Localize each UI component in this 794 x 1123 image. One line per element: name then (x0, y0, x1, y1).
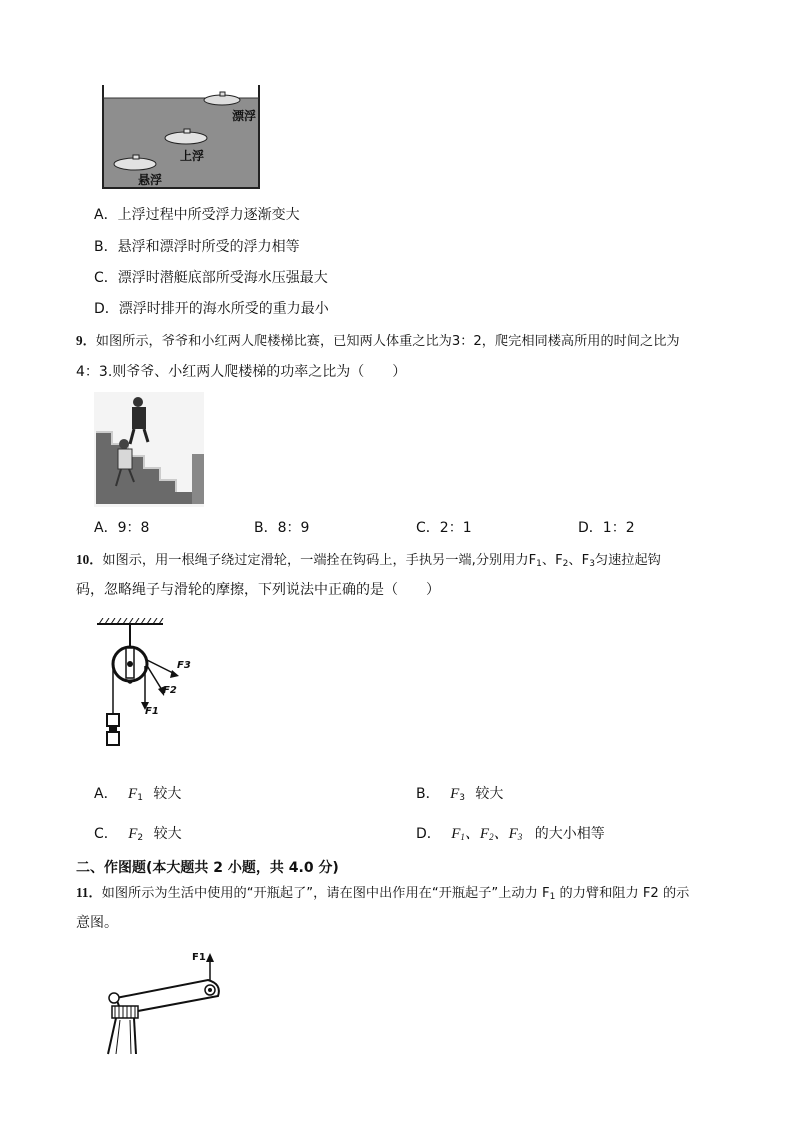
question-text: 、F (541, 553, 563, 568)
subscript: 3 (459, 793, 465, 803)
option-letter: C． (416, 520, 440, 536)
label-float: 漂浮 (232, 109, 257, 123)
label-f1: F1 (145, 706, 159, 717)
q10-option-a (94, 784, 181, 808)
q10-option-c (94, 824, 182, 848)
option-text: 1：2 (602, 520, 635, 536)
q9-option-c (416, 518, 472, 538)
question-text: 如图示，用一根绳子绕过定滑轮，一端拴在钩码上，手执另一端,分别用力F (102, 553, 537, 568)
option-letter: C． (94, 826, 118, 842)
q8-option-d (94, 299, 329, 319)
label-f2: F2 (163, 685, 177, 696)
pulley-diagram (95, 618, 205, 758)
stairs-climbing-image (94, 392, 204, 507)
question-text: 意图。 (76, 915, 118, 931)
option-text: 漂浮时潜艇底部所受海水压强最大 (117, 270, 328, 286)
option-letter: D． (416, 826, 441, 842)
question-text: 的力臂和阻力 F2 的示 (555, 886, 690, 901)
label-rise: 上浮 (180, 149, 205, 163)
option-text: 的大小相等 (534, 826, 605, 842)
label-f1: F1 (192, 952, 206, 963)
question-number: 11． (76, 885, 102, 900)
force-symbol: F (128, 786, 138, 802)
option-text: 漂浮时排开的海水所受的重力最小 (118, 301, 329, 317)
option-text: 悬浮和漂浮时所受的浮力相等 (117, 239, 300, 255)
option-text: 较大 (475, 786, 504, 802)
subscript: 3 (589, 559, 595, 569)
q11-line-2 (76, 913, 118, 933)
option-text: 9：8 (117, 520, 150, 536)
option-text: 上浮过程中所受浮力逐渐变大 (117, 207, 300, 223)
option-text: 较大 (153, 826, 182, 842)
force-symbol: F (450, 786, 460, 802)
question-text: 码，忽略绳子与滑轮的摩擦，下列说法中正确的是（ ） (76, 582, 440, 598)
question-text: 匀速拉起钩 (594, 553, 661, 568)
option-text: 8：9 (277, 520, 310, 536)
q10-line-1 (76, 550, 661, 574)
subscript: 2 (562, 559, 569, 569)
label-f3: F3 (177, 660, 191, 671)
q8-option-c (94, 268, 328, 288)
question-text: 如图所示为生活中使用的“开瓶起了”，请在图中出作用在“开瓶起子”上动力 F (101, 886, 550, 901)
pulley-figure (95, 618, 205, 758)
q9-option-d (578, 518, 635, 538)
force-symbol: F (128, 826, 138, 842)
q8-option-a (94, 205, 300, 225)
q8-option-b (94, 237, 300, 257)
q10-option-d (416, 824, 605, 847)
label-suspend: 悬浮 (138, 173, 163, 187)
option-letter: B． (254, 520, 278, 536)
question-text: 、F (568, 553, 590, 568)
option-letter: D． (94, 301, 119, 317)
subscript: 1 (549, 892, 556, 902)
force-symbol: $F_1$、$F_2$、$F_3$ (451, 826, 523, 842)
q9-option-b (254, 518, 309, 538)
option-text: 2：1 (439, 520, 472, 536)
bottle-opener-figure (100, 950, 230, 1060)
question-number: 9． (76, 333, 96, 348)
q9-line-2 (76, 362, 406, 382)
option-letter: A． (94, 207, 118, 223)
subscript: 2 (137, 833, 144, 843)
q10-line-2 (76, 580, 440, 600)
question-text: 如图所示，爷爷和小红两人爬楼梯比赛，已知两人体重之比为3：2，爬完相同楼高所用的时间之比为 (95, 334, 680, 349)
stairs-figure (94, 392, 204, 507)
subscript: 1 (536, 559, 542, 569)
option-letter: D． (578, 520, 603, 536)
option-text: 较大 (153, 786, 182, 802)
q10-option-b (416, 784, 503, 808)
question-number: 10． (76, 552, 103, 567)
submarine-diagram (100, 85, 262, 190)
q11-line-1 (76, 883, 689, 907)
option-letter: A． (94, 520, 118, 536)
option-letter: B． (94, 239, 118, 255)
q9-option-a (94, 518, 149, 538)
option-letter: C． (94, 270, 118, 286)
option-letter: B． (416, 786, 440, 802)
submarine-figure (100, 85, 262, 190)
q9-line-1 (76, 331, 680, 352)
question-text: 4：3.则爷爷、小红两人爬楼梯的功率之比为（ ） (76, 364, 407, 380)
subscript: 1 (137, 793, 143, 803)
section-title: 二、作图题(本大题共 2 小题，共 4.0 分) (76, 860, 339, 876)
option-letter: A． (94, 786, 118, 802)
bottle-opener-diagram (100, 950, 230, 1060)
